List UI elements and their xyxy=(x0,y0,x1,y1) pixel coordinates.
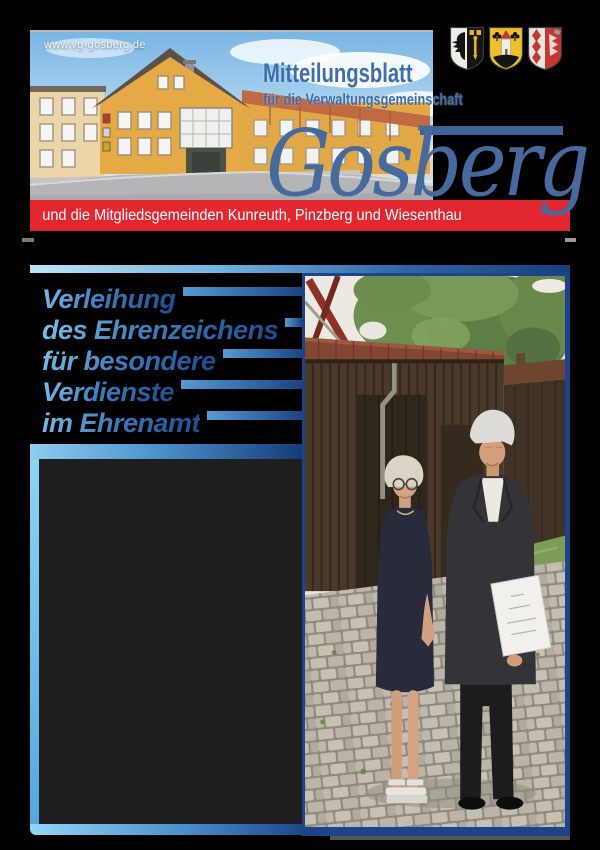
pinzberg-coat-of-arms-icon xyxy=(488,26,524,71)
headline-line xyxy=(42,408,302,439)
website-url-link[interactable]: www.vg-gosberg.de xyxy=(44,39,146,51)
headline-text: für besondere xyxy=(42,346,216,376)
section-divider-rule xyxy=(30,265,570,273)
masthead-title xyxy=(263,58,462,89)
photo-drop-shadow xyxy=(330,836,570,840)
headline-line xyxy=(42,315,302,346)
headline-text: des Ehrenzeichens xyxy=(42,315,279,345)
article-box-bottom-border xyxy=(30,824,306,835)
headline-line xyxy=(42,377,302,408)
headline-text: Verdienste xyxy=(42,377,175,407)
headline-rule xyxy=(285,318,302,327)
article-box-top-border xyxy=(30,444,306,459)
masthead-script-text: Gosberg xyxy=(266,110,587,217)
headline-text: Verleihung xyxy=(42,284,176,314)
headline-rule xyxy=(183,287,302,296)
headline-line xyxy=(42,284,302,315)
award-couple-photo xyxy=(302,273,570,836)
headline-rule xyxy=(181,380,302,389)
article-body-area xyxy=(39,459,302,824)
masthead-title-text: Mitteilungsblatt xyxy=(263,58,413,88)
article-headline xyxy=(42,284,302,439)
award-couple-scene xyxy=(305,276,565,827)
crop-mark-right xyxy=(565,238,576,242)
coat-of-arms-group xyxy=(449,26,569,72)
headline-text: im Ehrenamt xyxy=(42,408,201,438)
headline-rule xyxy=(207,411,302,420)
crop-mark-left xyxy=(22,238,34,242)
wiesenthau-coat-of-arms-icon xyxy=(527,26,563,71)
headline-rule xyxy=(223,349,302,358)
headline-line xyxy=(42,346,302,377)
article-box-left-border xyxy=(30,459,39,824)
masthead-subtitle-text: für die Verwaltungsgemeinschaft xyxy=(263,90,463,109)
member-communities-text: und die Mitgliedsgemeinden Kunreuth, Pinzberg und Wiesenthau xyxy=(42,206,462,224)
masthead-script-name xyxy=(266,104,600,224)
